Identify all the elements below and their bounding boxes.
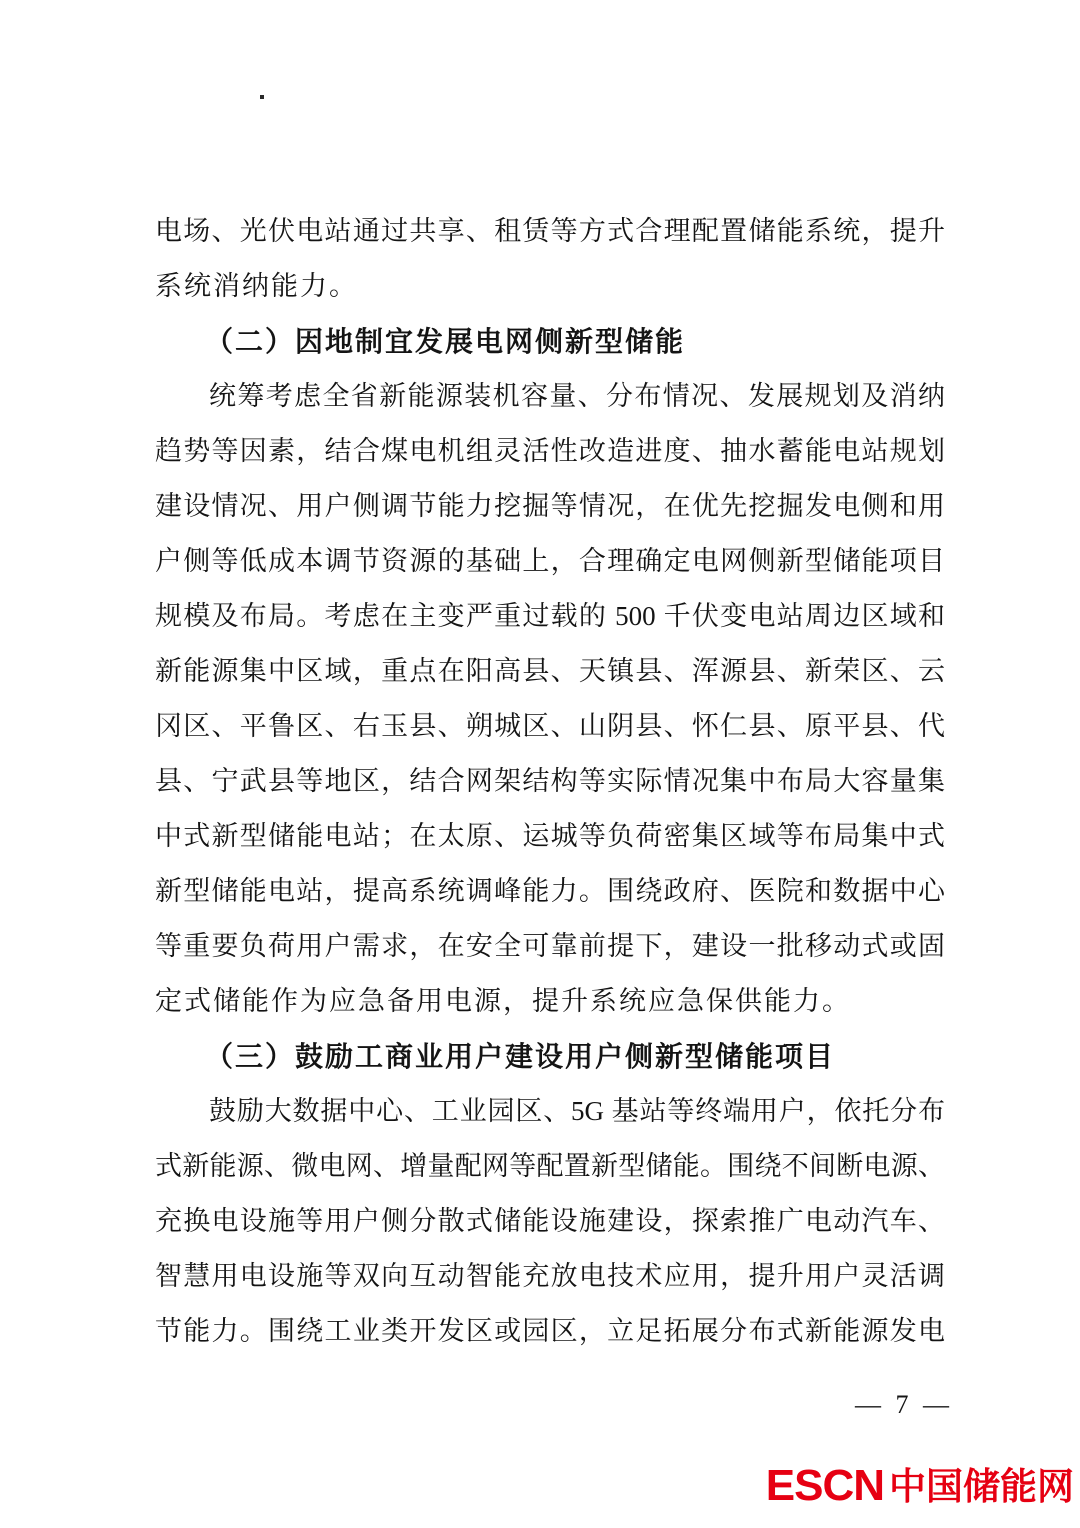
body-line: 等重要负荷用户需求，在安全可靠前提下，建设一批移动式或固	[155, 931, 945, 961]
body-line: 趋势等因素，结合煤电机组灵活性改造进度、抽水蓄能电站规划	[155, 436, 945, 466]
body-line: 户侧等低成本调节资源的基础上，合理确定电网侧新型储能项目	[155, 546, 945, 576]
document-body	[155, 204, 945, 1359]
body-line: 新能源集中区域，重点在阳高县、天镇县、浑源县、新荣区、云	[155, 656, 945, 686]
body-line: 县、宁武县等地区，结合网架结构等实际情况集中布局大容量集	[155, 766, 945, 796]
body-line: 鼓励大数据中心、工业园区、5G 基站等终端用户，依托分布	[209, 1096, 945, 1126]
logo-text-escn: ESCN	[765, 1461, 884, 1510]
scan-artifact-dot	[260, 95, 264, 99]
body-line: 定式储能作为应急备用电源，提升系统应急保供能力。	[155, 986, 851, 1016]
body-line: 建设情况、用户侧调节能力挖掘等情况，在优先挖掘发电侧和用	[155, 491, 945, 521]
logo-text-cjk: 中国储能网	[889, 1465, 1074, 1507]
body-line: 式新能源、微电网、增量配网等配置新型储能。围绕不间断电源、	[155, 1151, 945, 1181]
body-line: 冈区、平鲁区、右玉县、朔城区、山阴县、怀仁县、原平县、代	[155, 711, 945, 741]
body-line: 节能力。围绕工业类开发区或园区，立足拓展分布式新能源发电	[155, 1316, 945, 1346]
body-line: 新型储能电站，提高系统调峰能力。围绕政府、医院和数据中心	[155, 876, 945, 906]
body-line: 规模及布局。考虑在主变严重过载的 500 千伏变电站周边区域和	[155, 601, 945, 631]
body-line: 系统消纳能力。	[155, 271, 358, 301]
section-heading-2: （二）因地制宜发展电网侧新型储能	[205, 326, 686, 357]
body-line: 中式新型储能电站；在太原、运城等负荷密集区域等布局集中式	[155, 821, 945, 851]
escn-logo	[765, 1461, 1074, 1510]
body-line: 智慧用电设施等双向互动智能充放电技术应用，提升用户灵活调	[155, 1261, 945, 1291]
page-number: — 7 —	[855, 1390, 953, 1419]
section-heading-3: （三）鼓励工商业用户建设用户侧新型储能项目	[205, 1041, 836, 1072]
body-line: 统筹考虑全省新能源装机容量、分布情况、发展规划及消纳	[209, 381, 945, 411]
body-line: 充换电设施等用户侧分散式储能设施建设，探索推广电动汽车、	[155, 1206, 945, 1236]
body-line: 电场、光伏电站通过共享、租赁等方式合理配置储能系统，提升	[155, 216, 945, 246]
